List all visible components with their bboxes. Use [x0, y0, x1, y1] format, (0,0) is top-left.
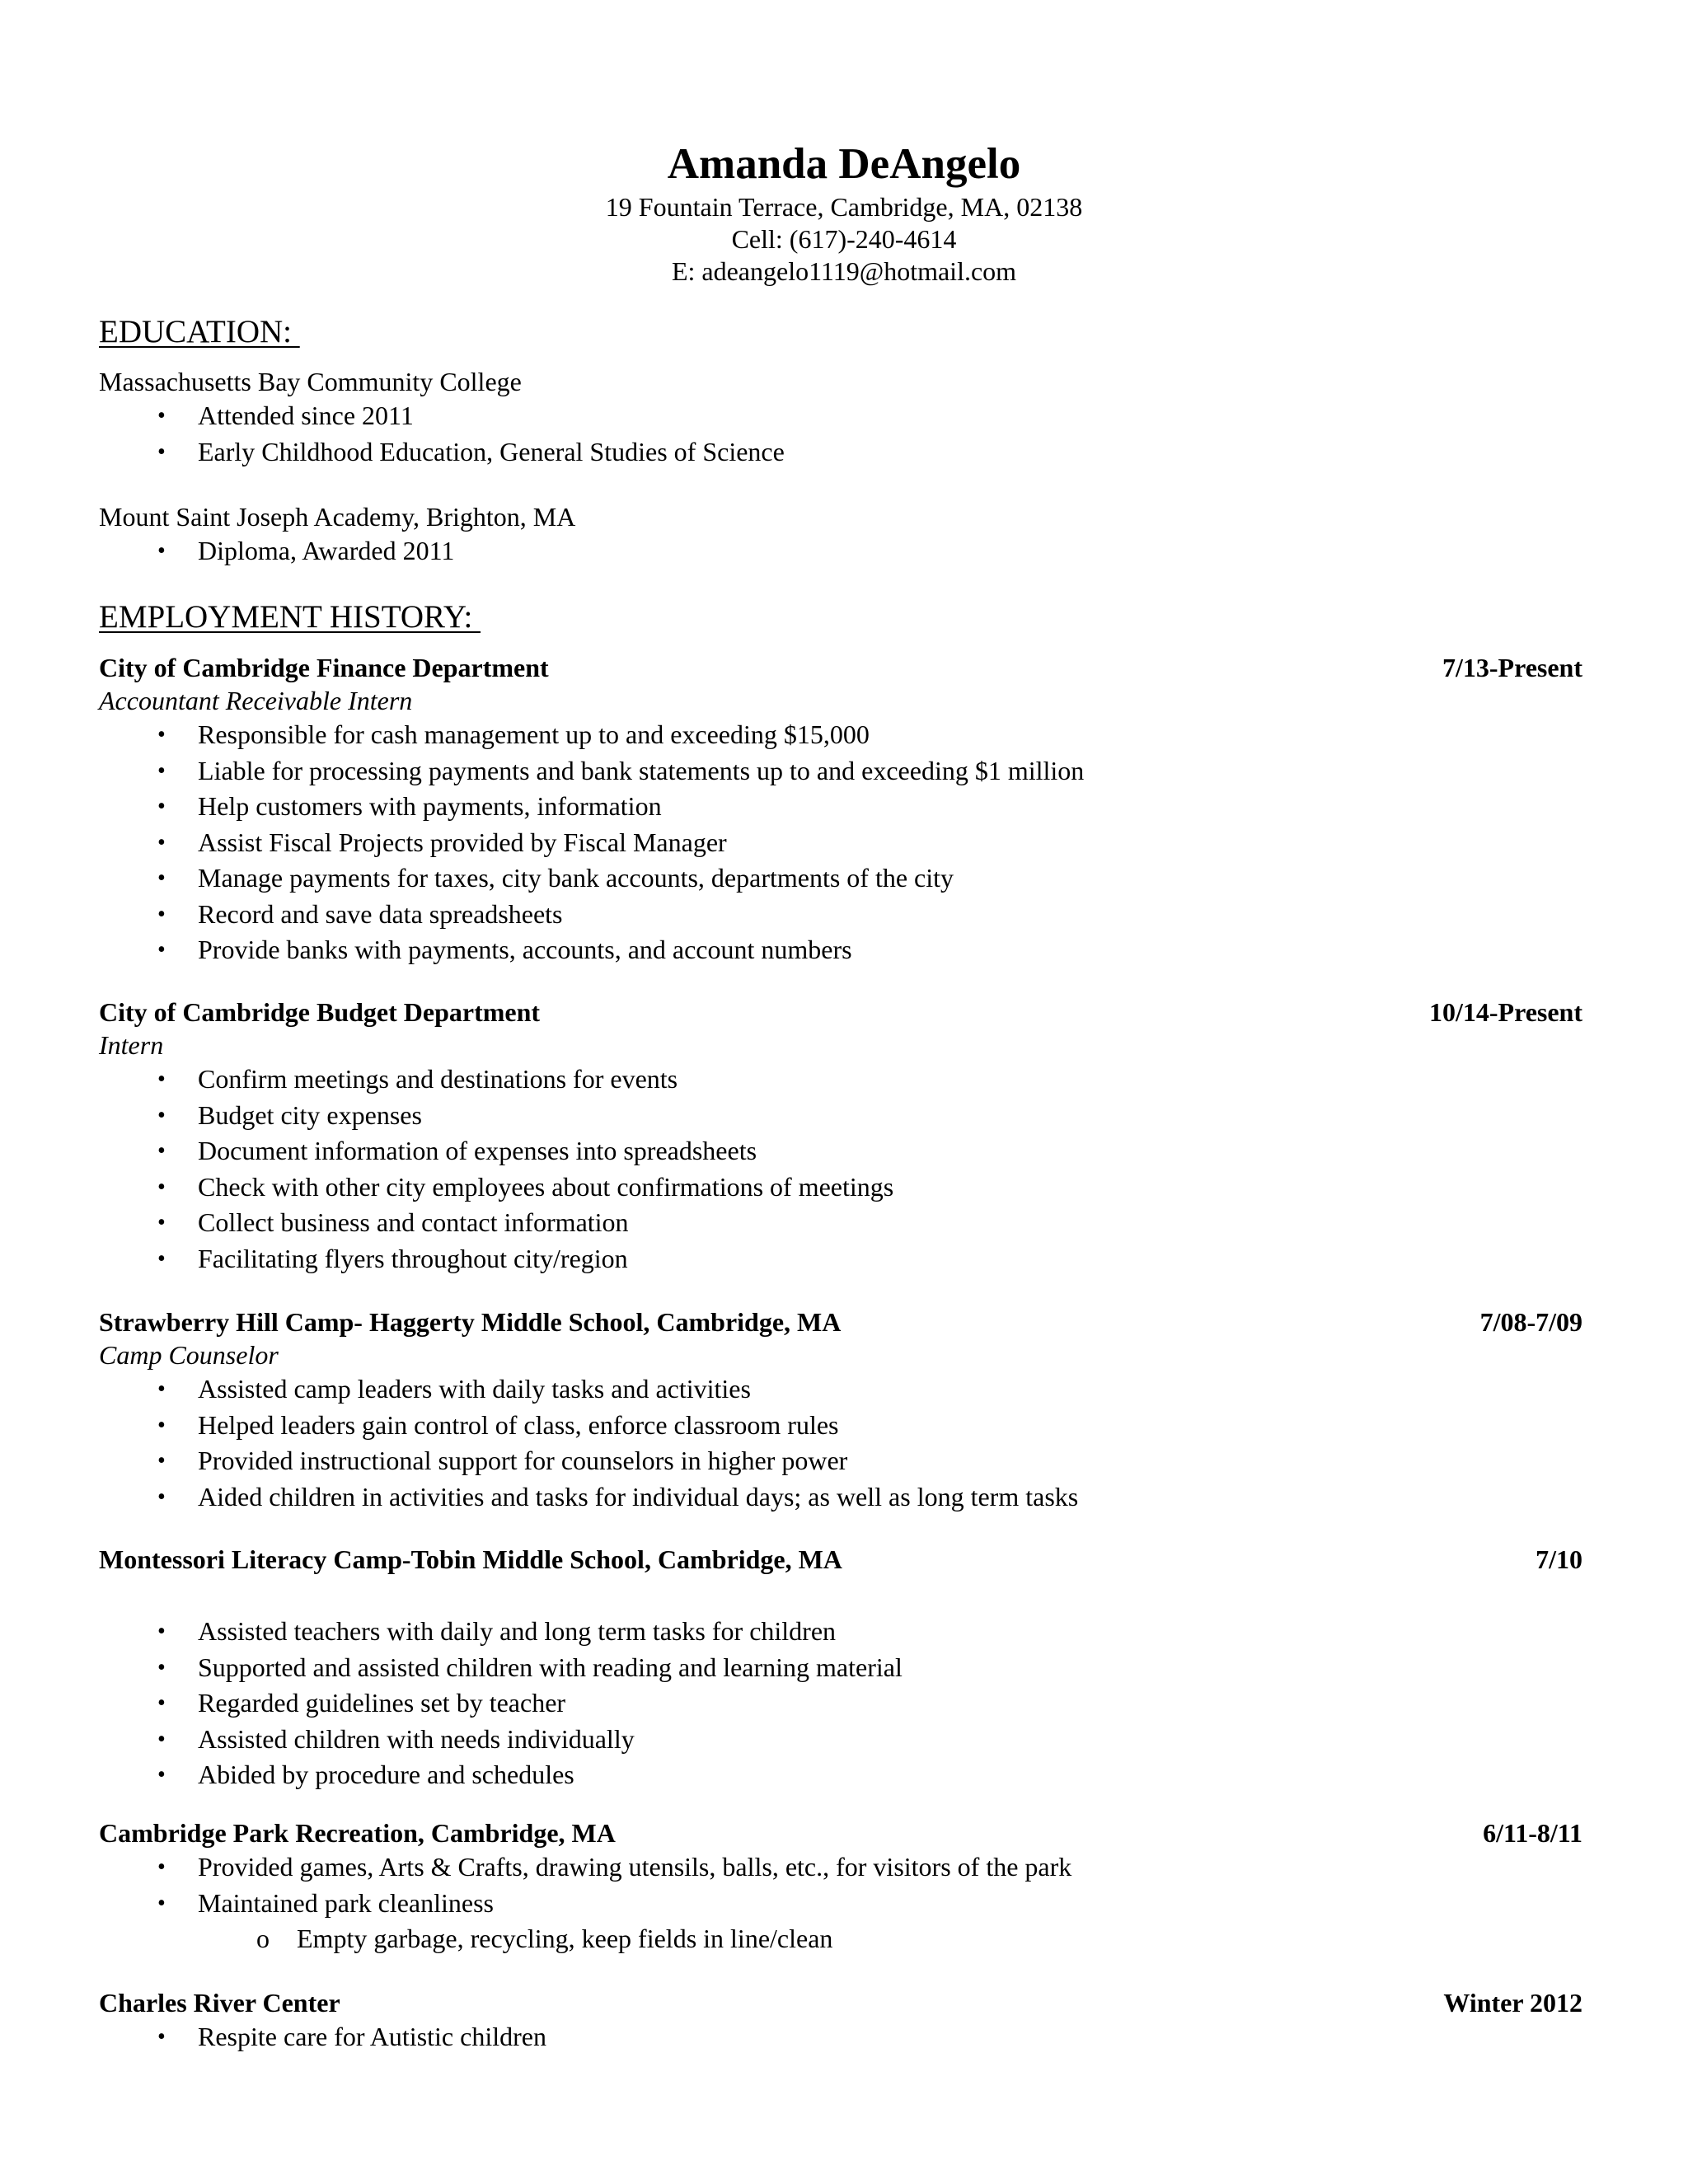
applicant-name: Amanda DeAngelo	[667, 140, 1021, 188]
list-item: • Respite care for Autistic children	[99, 2019, 1582, 2055]
job-bullet-list	[99, 1371, 1582, 1515]
bullet-icon: •	[157, 1102, 166, 1128]
list-item: • Confirm meetings and destinations for events	[99, 1062, 1582, 1098]
list-item: • Provided games, Arts & Crafts, drawing utensils, balls, etc., for visitors of the park	[99, 1849, 1582, 1886]
bullet-icon: •	[157, 1066, 166, 1092]
cell-phone-line: Cell: (617)-240-4614	[731, 224, 957, 254]
bullet-icon: •	[157, 1483, 166, 1510]
bullet-icon: •	[157, 1448, 166, 1474]
list-item: • Provide banks with payments, accounts, and account numbers	[99, 932, 1582, 968]
list-item: • Facilitating flyers throughout city/region	[99, 1241, 1582, 1277]
bullet-icon: •	[157, 937, 166, 963]
list-item: • Supported and assisted children with reading and learning material	[99, 1650, 1582, 1686]
job-entry	[99, 1816, 1582, 1957]
job-header	[99, 996, 1582, 1029]
bullet-icon: •	[157, 1890, 166, 1916]
job-sub-bullet-list	[99, 1921, 1582, 1957]
email-line: E: adeangelo1119@hotmail.com	[671, 256, 1017, 286]
list-item: • Help customers with payments, information	[99, 789, 1582, 825]
bullet-icon: •	[157, 1619, 166, 1644]
job-header	[99, 1305, 1582, 1338]
bullet-icon: •	[157, 1376, 166, 1402]
list-item: • Liable for processing payments and bank statements up to and exceeding $1 million	[99, 753, 1582, 790]
job-role: Intern	[99, 1030, 164, 1060]
bullet-icon: •	[157, 1690, 166, 1716]
list-item: • Assisted camp leaders with daily tasks and activities	[99, 1371, 1582, 1408]
bullet-icon: •	[157, 1174, 166, 1200]
list-item: • Maintained park cleanliness	[99, 1886, 1582, 1922]
list-item: • Record and save data spreadsheets	[99, 897, 1582, 933]
job-dates: 7/08-7/09	[1479, 1307, 1582, 1337]
list-item: • Responsible for cash management up to and exceeding $15,000	[99, 717, 1582, 753]
list-item: • Aided children in activities and tasks for individual days; as well as long term tasks	[99, 1479, 1582, 1516]
bullet-icon: •	[157, 1245, 166, 1272]
job-dates: 7/13-Present	[1442, 653, 1582, 682]
job-bullet-list	[99, 1614, 1582, 1793]
list-item: • Diploma, Awarded 2011	[99, 533, 1582, 569]
bullet-icon: •	[157, 1726, 166, 1752]
job-bullet-list	[99, 1062, 1582, 1277]
list-item: • Document information of expenses into spreadsheets	[99, 1133, 1582, 1169]
sub-bullet-icon: o	[256, 1924, 270, 1953]
education-heading: EDUCATION:	[99, 314, 300, 349]
bullet-icon: •	[157, 865, 166, 891]
job-entry	[99, 1986, 1582, 2055]
employer-name: Strawberry Hill Camp- Haggerty Middle School, Cambridge, MA	[99, 1307, 842, 1337]
employer-name: Charles River Center	[99, 1988, 340, 2018]
bullet-icon: •	[157, 757, 166, 784]
bullet-icon: •	[157, 722, 166, 748]
bullet-icon: •	[157, 1138, 166, 1164]
job-header	[99, 1816, 1582, 1849]
list-item: • Budget city expenses	[99, 1098, 1582, 1134]
bullet-icon: •	[157, 1854, 166, 1880]
bullet-icon: •	[157, 538, 166, 564]
list-item: • Helped leaders gain control of class, enforce classroom rules	[99, 1408, 1582, 1444]
education-bullet-list	[99, 398, 1582, 470]
education-bullet-list	[99, 533, 1582, 569]
job-dates: 10/14-Present	[1428, 997, 1582, 1027]
job-bullet-block	[99, 1614, 1582, 1793]
school-name: Massachusetts Bay Community College	[99, 367, 522, 396]
bullet-icon: •	[157, 403, 166, 429]
list-item: • Abided by procedure and schedules	[99, 1757, 1582, 1793]
list-item: • Assist Fiscal Projects provided by Fiscal Manager	[99, 825, 1582, 861]
list-item: • Regarded guidelines set by teacher	[99, 1685, 1582, 1722]
list-item: • Assisted teachers with daily and long term tasks for children	[99, 1614, 1582, 1650]
list-item: • Collect business and contact information	[99, 1205, 1582, 1241]
list-item: o Empty garbage, recycling, keep fields in line/clean	[99, 1921, 1582, 1957]
job-dates: 6/11-8/11	[1483, 1818, 1582, 1848]
job-dates: 7/10	[1536, 1544, 1582, 1574]
job-header	[99, 1986, 1582, 2019]
job-entry	[99, 1305, 1582, 1515]
employer-name: City of Cambridge Finance Department	[99, 653, 549, 682]
list-item: • Provided instructional support for counselors in higher power	[99, 1443, 1582, 1479]
job-entry	[99, 1543, 1582, 1576]
job-bullet-list	[99, 1849, 1582, 1921]
job-bullet-list	[99, 2019, 1582, 2055]
bullet-icon: •	[157, 438, 166, 465]
bullet-icon: •	[157, 2024, 166, 2050]
bullet-icon: •	[157, 794, 166, 819]
list-item: • Assisted children with needs individually	[99, 1722, 1582, 1758]
job-role: Accountant Receivable Intern	[99, 686, 413, 715]
employer-name: City of Cambridge Budget Department	[99, 997, 541, 1027]
list-item: • Early Childhood Education, General Studies of Science	[99, 434, 1582, 471]
school-name: Mount Saint Joseph Academy, Brighton, MA	[99, 502, 576, 532]
employer-name: Cambridge Park Recreation, Cambridge, MA	[99, 1818, 616, 1848]
bullet-icon: •	[157, 1762, 166, 1788]
bullet-icon: •	[157, 1210, 166, 1235]
address-line: 19 Fountain Terrace, Cambridge, MA, 02138	[605, 192, 1083, 222]
bullet-icon: •	[157, 1412, 166, 1438]
bullet-icon: •	[157, 829, 166, 855]
job-bullet-list	[99, 717, 1582, 968]
list-item: • Check with other city employees about confirmations of meetings	[99, 1169, 1582, 1206]
job-entry	[99, 651, 1582, 968]
job-header	[99, 651, 1582, 684]
education-entry	[99, 365, 1582, 470]
employment-heading: EMPLOYMENT HISTORY:	[99, 599, 481, 635]
list-item: • Manage payments for taxes, city bank accounts, departments of the city	[99, 860, 1582, 897]
employer-name: Montessori Literacy Camp-Tobin Middle School, Cambridge, MA	[99, 1544, 842, 1574]
job-entry	[99, 996, 1582, 1277]
bullet-icon: •	[157, 901, 166, 927]
resume-header	[0, 137, 1688, 288]
job-role: Camp Counselor	[99, 1340, 279, 1370]
list-item: • Attended since 2011	[99, 398, 1582, 434]
education-entry	[99, 500, 1582, 569]
job-header	[99, 1543, 1582, 1576]
bullet-icon: •	[157, 1654, 166, 1680]
job-dates: Winter 2012	[1443, 1988, 1582, 2018]
